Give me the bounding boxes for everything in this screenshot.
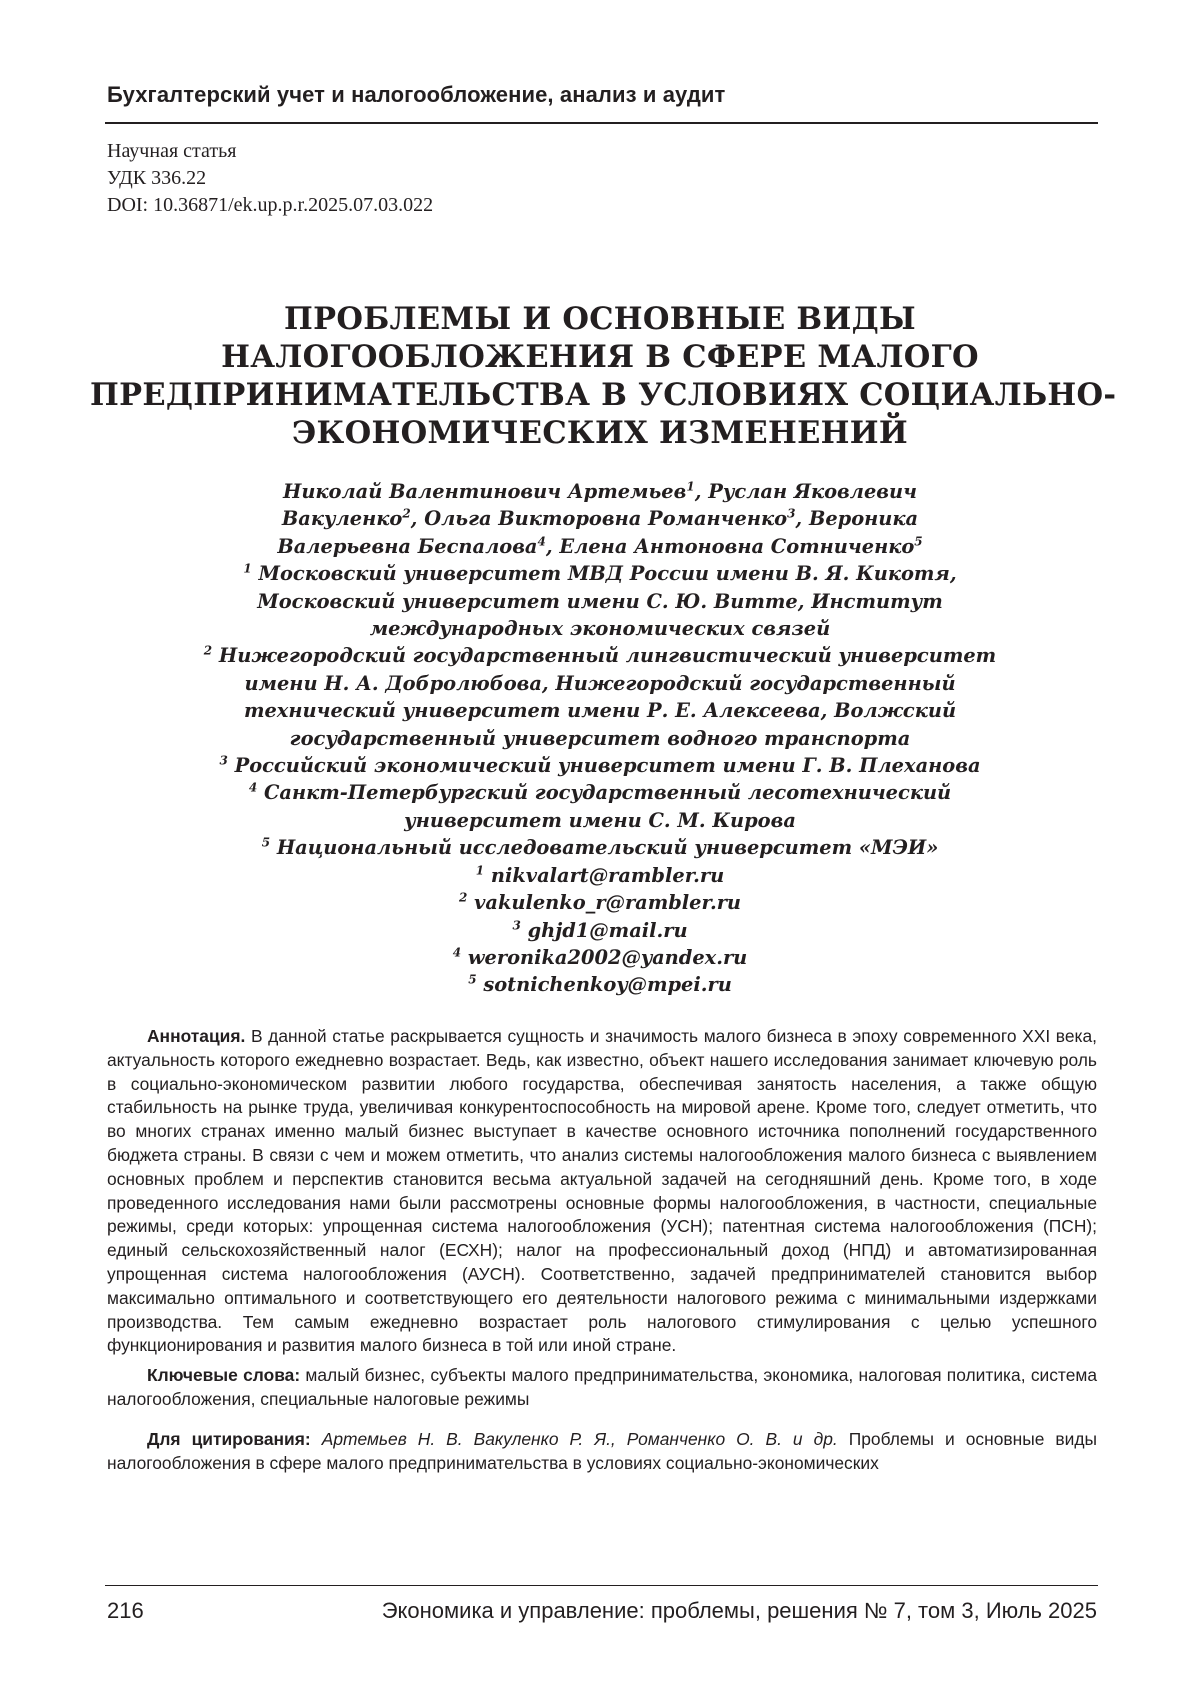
affiliation-line: Московский университет имени С. Ю. Витте, Институт: [257, 589, 943, 613]
footer-rule: [105, 1585, 1098, 1586]
email-line: $^2$ vakulenko_r@rambler.ru: [458, 890, 742, 915]
author-line: Николай Валентинович Артемьев$^1$, Руслан Яковлевич: [283, 479, 917, 503]
author-name: Ольга Викторовна Романченко: [424, 507, 788, 531]
author-line: Вакуленко$^2$, Ольга Викторовна Романченко$^3$, Вероника: [281, 506, 919, 531]
affiliation-line: университет имени С. М. Кирова: [404, 808, 796, 832]
author-email[interactable]: vakulenko_r@rambler.ru: [474, 891, 742, 915]
header-rule: [105, 122, 1098, 124]
citation-label: Для цитирования:: [147, 1428, 311, 1449]
author-email[interactable]: nikvalart@rambler.ru: [490, 863, 725, 887]
title-line: ПРЕДПРИНИМАТЕЛЬСТВА В УСЛОВИЯХ СОЦИАЛЬНО-: [90, 377, 1117, 413]
title-line: ЭКОНОМИЧЕСКИХ ИЗМЕНЕНИЙ: [292, 415, 908, 451]
author-email[interactable]: ghjd1@mail.ru: [527, 918, 688, 942]
citation-authors: Артемьев Н. В. Вакуленко Р. Я., Романченко О. В. и др.: [321, 1428, 838, 1449]
citation-paragraph: [107, 1428, 1097, 1476]
abstract-section: [107, 1025, 1097, 1475]
affiliation-line: $^4$ Санкт-Петербургский государственный лесотехнический: [248, 781, 952, 805]
affiliation-line: государственный университет водного транспорта: [289, 726, 911, 750]
author-name: Руслан Яковлевич: [708, 480, 917, 503]
author-name: Вакуленко: [281, 507, 403, 531]
keywords-text: малый бизнес, субъекты малого предпринимательства, экономика, налоговая политика, система налогообложения, специальные налоговые режимы: [107, 1365, 1097, 1409]
citation-text: Проблемы и основные виды налогообложения в сфере малого предпринимательства в условиях социально-экономических: [107, 1428, 1098, 1473]
author-name: Николай Валентинович Артемьев: [283, 480, 687, 503]
doi[interactable]: DOI: 10.36871/ek.up.p.r.2025.07.03.022: [107, 194, 434, 216]
article-title: [90, 300, 1117, 452]
title-line: ПРОБЛЕМЫ И ОСНОВНЫЕ ВИДЫ: [284, 301, 916, 337]
page-number: 216: [107, 1598, 144, 1623]
affiliation-line: технический университет имени Р. Е. Алексеева, Волжский: [243, 699, 957, 723]
author-name: Елена Антоновна Сотниченко: [559, 534, 915, 558]
email-line: $^1$ nikvalart@rambler.ru: [475, 863, 725, 887]
authors-block: [100, 478, 1100, 999]
email-line: $^3$ ghjd1@mail.ru: [512, 918, 688, 942]
title-line: НАЛОГООБЛОЖЕНИЯ В СФЕРЕ МАЛОГО: [221, 339, 979, 375]
affiliation-line: $^2$ Нижегородский государственный лингвистический университет: [203, 643, 997, 668]
affiliation-line: $^3$ Российский экономический университет имени Г. В. Плеханова: [219, 753, 981, 778]
keywords-label: Ключевые слова:: [147, 1365, 301, 1386]
author-email[interactable]: sotnichenkoy@mpei.ru: [483, 973, 732, 997]
abstract-label: Аннотация.: [147, 1026, 246, 1046]
abstract-text: В данной статье раскрывается сущность и значимость малого бизнеса в эпоху современного XXI века, актуальность которого ежедневно возрастает. Ведь, как известно, объект нашего исследования занимает ключевую роль в социально-экономическом развитии любого государства, обеспечивая занятость населения, а также общую стабильность на рынке труда, увеличивая конкурентоспособность на мировой арене. Кроме того, следует отметить, что во многих странах именно малый бизнес выступает в качестве основного источника пополнений государственного бюджета страны. В связи с чем и можем отметить, что анализ системы налогообложения малого бизнеса с выявлением основных проблем и перспектив становится весьма актуальной задачей на сегодняшний день. Кроме того, в ходе проведенного исследования нами были рассмотрены основные формы налогообложения, в частности, специальные режимы, среди которых: упрощенная система налогообложения (УСН); патентная система налогообложения (ПСН); единый сельскохозяйственный налог (ЕСХН); налог на профессиональный доход (НПД) и автоматизированная упрощенная система налогообложения (АУСН). Соответственно, задачей предпринимателей становится выбор максимально оптимального и соответствующего его деятельности налогового режима с минимальными издержками производства. Тем самым ежедневно возрастает роль налогового стимулирования с целью успешного функционирования и развития малого бизнеса в той или иной стране.: [107, 1026, 1097, 1356]
author-name: Валерьевна Беспалова: [277, 534, 538, 558]
udc-code: УДК 336.22: [107, 167, 207, 189]
article-type: Научная статья: [107, 140, 237, 162]
author-line: Валерьевна Беспалова$^4$, Елена Антоновна Сотниченко$^5$: [277, 534, 923, 558]
affiliation-line: имени Н. А. Добролюбова, Нижегородский государственный: [244, 671, 956, 695]
affiliation-line: $^1$ Московский университет МВД России имени В. Я. Кикотя,: [243, 561, 957, 586]
affiliation-line: международных экономических связей: [369, 617, 831, 641]
author-email[interactable]: weronika2002@yandex.ru: [467, 945, 748, 969]
author-name: Вероника: [808, 507, 919, 531]
affiliation-line: $^5$ Национальный исследовательский университет «МЭИ»: [261, 835, 939, 860]
email-line: $^4$ weronika2002@yandex.ru: [452, 945, 748, 969]
keywords-paragraph: [107, 1364, 1097, 1412]
email-line: $^5$ sotnichenkoy@mpei.ru: [468, 972, 732, 997]
article-meta: [107, 138, 433, 219]
journal-name: Экономика и управление: проблемы, решения № 7, том 3, Июль 2025: [381, 1598, 1097, 1623]
abstract-paragraph: [107, 1025, 1097, 1358]
running-head: Бухгалтерский учет и налогообложение, анализ и аудит: [107, 82, 726, 107]
